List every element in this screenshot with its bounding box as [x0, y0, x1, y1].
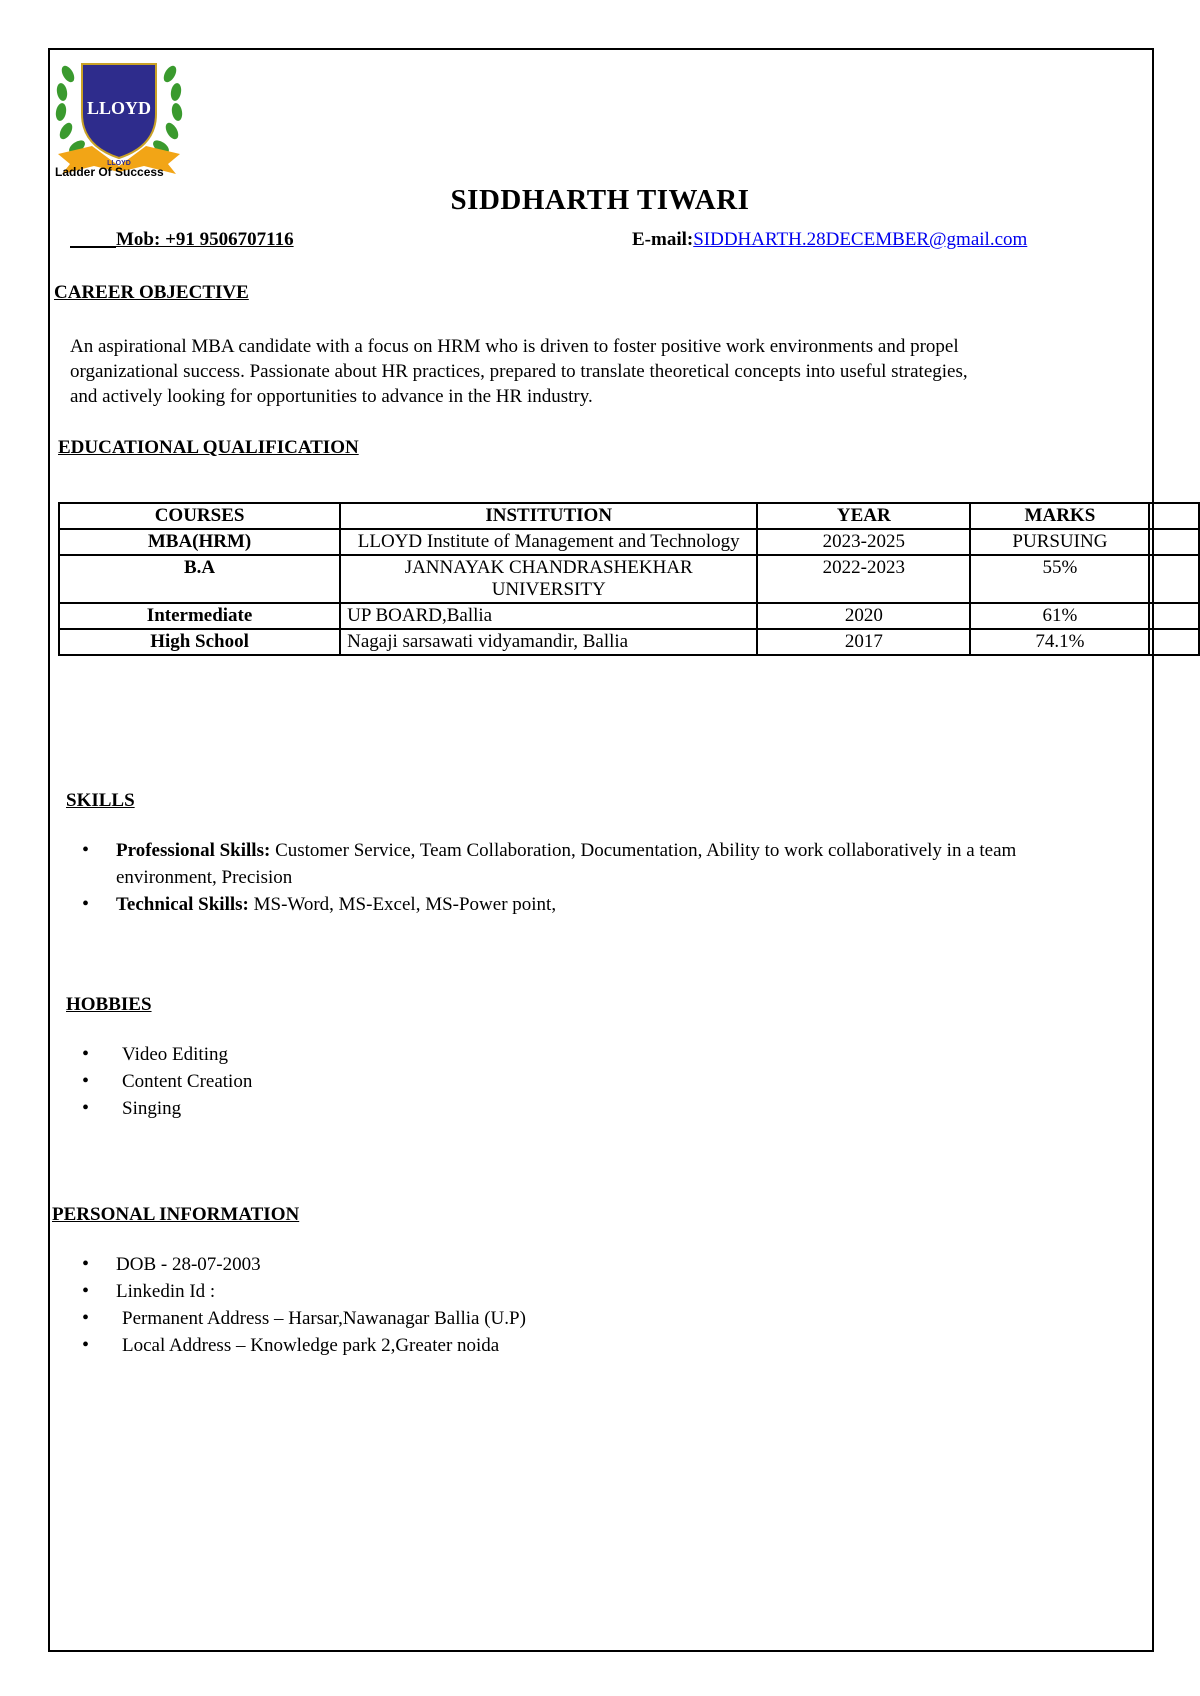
- empty-cell: [1149, 555, 1199, 603]
- list-item: [78, 1332, 526, 1359]
- marks-cell: PURSUING: [970, 529, 1149, 555]
- course-cell: High School: [59, 629, 340, 655]
- marks-cell: 61%: [970, 603, 1149, 629]
- list-item: [78, 1305, 526, 1332]
- personal-info-text: DOB - 28-07-2003: [116, 1254, 261, 1275]
- institution-cell: JANNAYAK CHANDRASHEKHAR UNIVERSITY: [340, 555, 757, 603]
- skill-text: MS-Word, MS-Excel, MS-Power point,: [248, 894, 557, 915]
- email-line: [632, 229, 1027, 251]
- empty-cell: [1149, 603, 1199, 629]
- personal-info-text: Linkedin Id :: [116, 1281, 216, 1302]
- table-row: [59, 603, 1199, 629]
- year-cell: 2020: [757, 603, 970, 629]
- education-table: [58, 502, 1200, 656]
- institution-cell: Nagaji sarsawati vidyamandir, Ballia: [340, 629, 757, 655]
- empty-cell: [1149, 529, 1199, 555]
- table-header-row: [59, 503, 1199, 529]
- candidate-name: SIDDHARTH TIWARI: [450, 184, 750, 216]
- personal-info-list: [78, 1251, 526, 1359]
- list-item: [78, 837, 1118, 891]
- list-item: [78, 1278, 526, 1305]
- logo-tagline: Ladder Of Success: [55, 165, 164, 179]
- list-item: [78, 1251, 526, 1278]
- objective-line: organizational success. Passionate about HR practices, prepared to translate theoretical concepts into useful strategies,: [70, 361, 968, 382]
- objective-line: and actively looking for opportunities to advance in the HR industry.: [70, 386, 593, 407]
- table-row: [59, 555, 1199, 603]
- table-row: [59, 629, 1199, 655]
- hobbies-list: [78, 1041, 252, 1122]
- college-logo: [52, 54, 186, 182]
- objective-line: An aspirational MBA candidate with a focus on HRM who is driven to foster positive work environments and propel: [70, 336, 959, 357]
- marks-cell: 74.1%: [970, 629, 1149, 655]
- skills-heading: SKILLS: [66, 790, 135, 811]
- list-item: [78, 1068, 252, 1095]
- education-heading: EDUCATIONAL QUALIFICATION: [58, 437, 359, 458]
- career-objective-text: [70, 334, 1130, 409]
- skills-list: [78, 837, 1118, 918]
- personal-info-heading: PERSONAL INFORMATION: [52, 1204, 300, 1225]
- hobby-text: Content Creation: [122, 1071, 253, 1092]
- mobile-number: Mob: +91 9506707116: [70, 229, 294, 251]
- email-link[interactable]: SIDDHARTH.28DECEMBER@gmail.com: [693, 229, 1028, 250]
- table-row: [59, 529, 1199, 555]
- institution-cell: LLOYD Institute of Management and Technology: [340, 529, 757, 555]
- list-item: [78, 1041, 252, 1068]
- skill-label: Professional Skills:: [116, 840, 271, 861]
- skill-text: Customer Service, Team Collaboration, Documentation, Ability to work collaboratively in a team environment, Precision: [116, 840, 1017, 888]
- year-cell: 2022-2023: [757, 555, 970, 603]
- email-label: E-mail:: [632, 229, 694, 250]
- skill-label: Technical Skills:: [116, 894, 249, 915]
- year-cell: 2023-2025: [757, 529, 970, 555]
- personal-info-text: Permanent Address – Harsar,Nawanagar Ballia (U.P): [122, 1308, 526, 1329]
- column-header-courses: COURSES: [59, 503, 340, 529]
- logo-text: LLOYD: [86, 98, 152, 118]
- career-objective-heading: CAREER OBJECTIVE: [54, 282, 249, 303]
- institution-cell: UP BOARD,Ballia: [340, 603, 757, 629]
- svg-text:LLOYD: LLOYD: [107, 160, 131, 167]
- course-cell: MBA(HRM): [59, 529, 340, 555]
- column-header-marks: MARKS: [970, 503, 1149, 529]
- course-cell: B.A: [59, 555, 340, 603]
- list-item: [78, 891, 1118, 918]
- course-cell: Intermediate: [59, 603, 340, 629]
- hobby-text: Video Editing: [122, 1044, 228, 1065]
- year-cell: 2017: [757, 629, 970, 655]
- empty-column: [1149, 503, 1199, 529]
- column-header-year: YEAR: [757, 503, 970, 529]
- marks-cell: 55%: [970, 555, 1149, 603]
- empty-cell: [1149, 629, 1199, 655]
- list-item: [78, 1095, 252, 1122]
- column-header-institution: INSTITUTION: [340, 503, 757, 529]
- hobbies-heading: HOBBIES: [66, 994, 152, 1015]
- hobby-text: Singing: [122, 1098, 182, 1119]
- personal-info-text: Local Address – Knowledge park 2,Greater noida: [122, 1335, 500, 1356]
